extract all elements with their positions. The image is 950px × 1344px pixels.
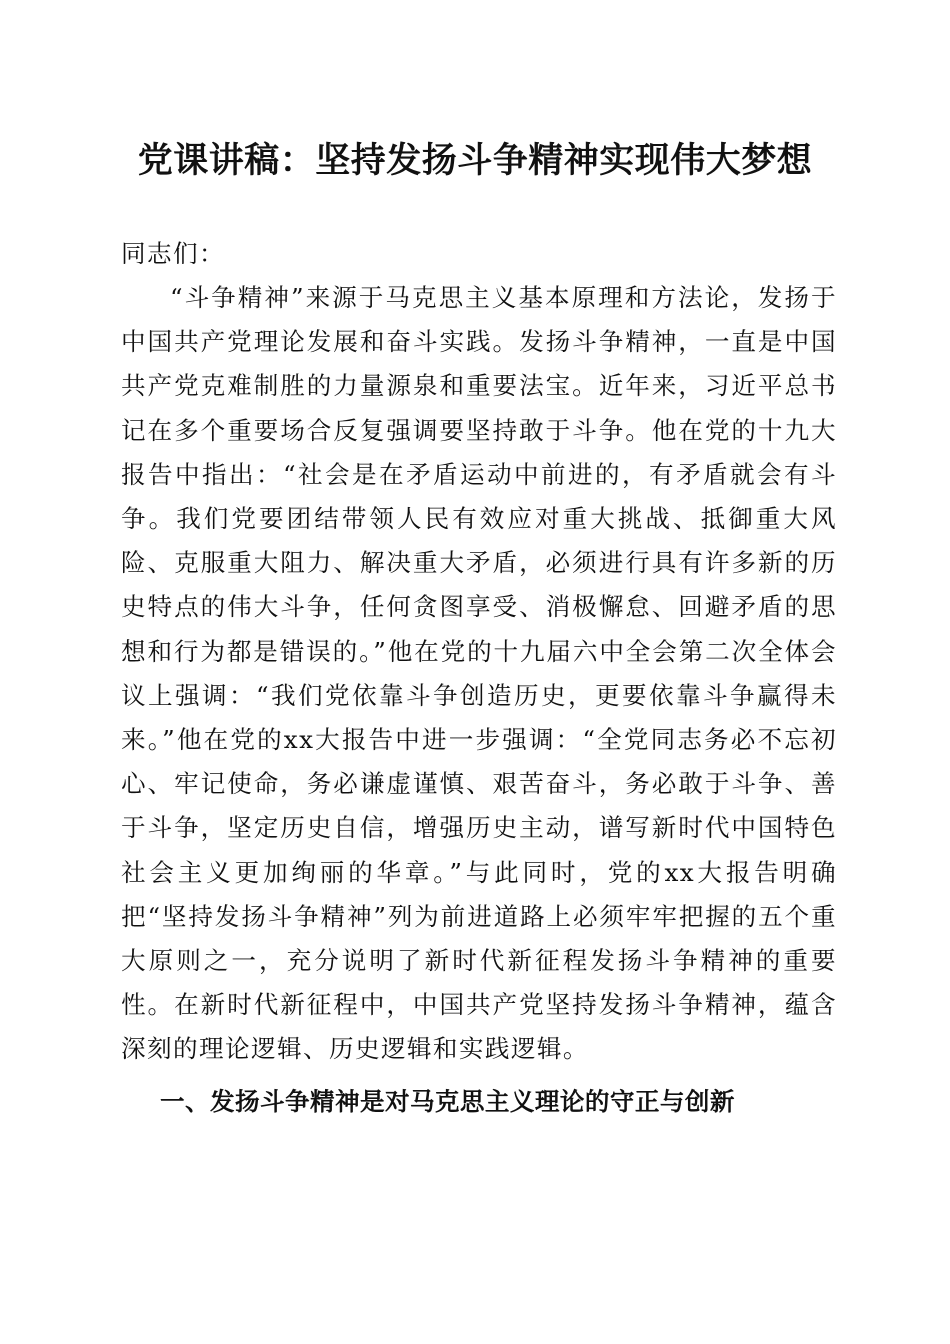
body-paragraph: “斗争精神”来源于马克思主义基本原理和方法论，发扬于中国共产党理论发展和奋斗实践。发扬斗争精神，一直是中国共产党克难制胜的力量源泉和重要法宝。近年来，习近平总书记在多个重要场合反复强调要坚持敢于斗争。他在党的十九大报告中指出：“社会是在矛盾运动中前进的，有矛盾就会有斗争。我们党要团结带领人民有效应对重大挑战、抵御重大风险、克服重大阻力、解决重大矛盾，必须进行具有许多新的历史特点的伟大斗争，任何贪图享受、消极懈怠、回避矛盾的思想和行为都是错误的。”他在党的十九届六中全会第二次全体会议上强调：“我们党依靠斗争创造历史，更要依靠斗争赢得未来。”他在党的xx大报告中进一步强调：“全党同志务必不忘初心、牢记使命，务必谦虚谨慎、艰苦奋斗，务必敢于斗争、善于斗争，坚定历史自信，增强历史主动，谱写新时代中国特色社会主义更加绚丽的华章。”与此同时，党的xx大报告明确把“坚持发扬斗争精神”列为前进道路上必须牢牢把握的五个重大原则之一，充分说明了新时代新征程发扬斗争精神的重要性。在新时代新征程中，中国共产党坚持发扬斗争精神，蕴含深刻的理论逻辑、历史逻辑和实践逻辑。 xyxy=(121,283,837,1064)
salutation: 同志们： xyxy=(121,239,225,268)
section-heading: 一、发扬斗争精神是对马克思主义理论的守正与创新 xyxy=(160,1087,735,1116)
document-title: 党课讲稿：坚持发扬斗争精神实现伟大梦想 xyxy=(137,140,813,181)
